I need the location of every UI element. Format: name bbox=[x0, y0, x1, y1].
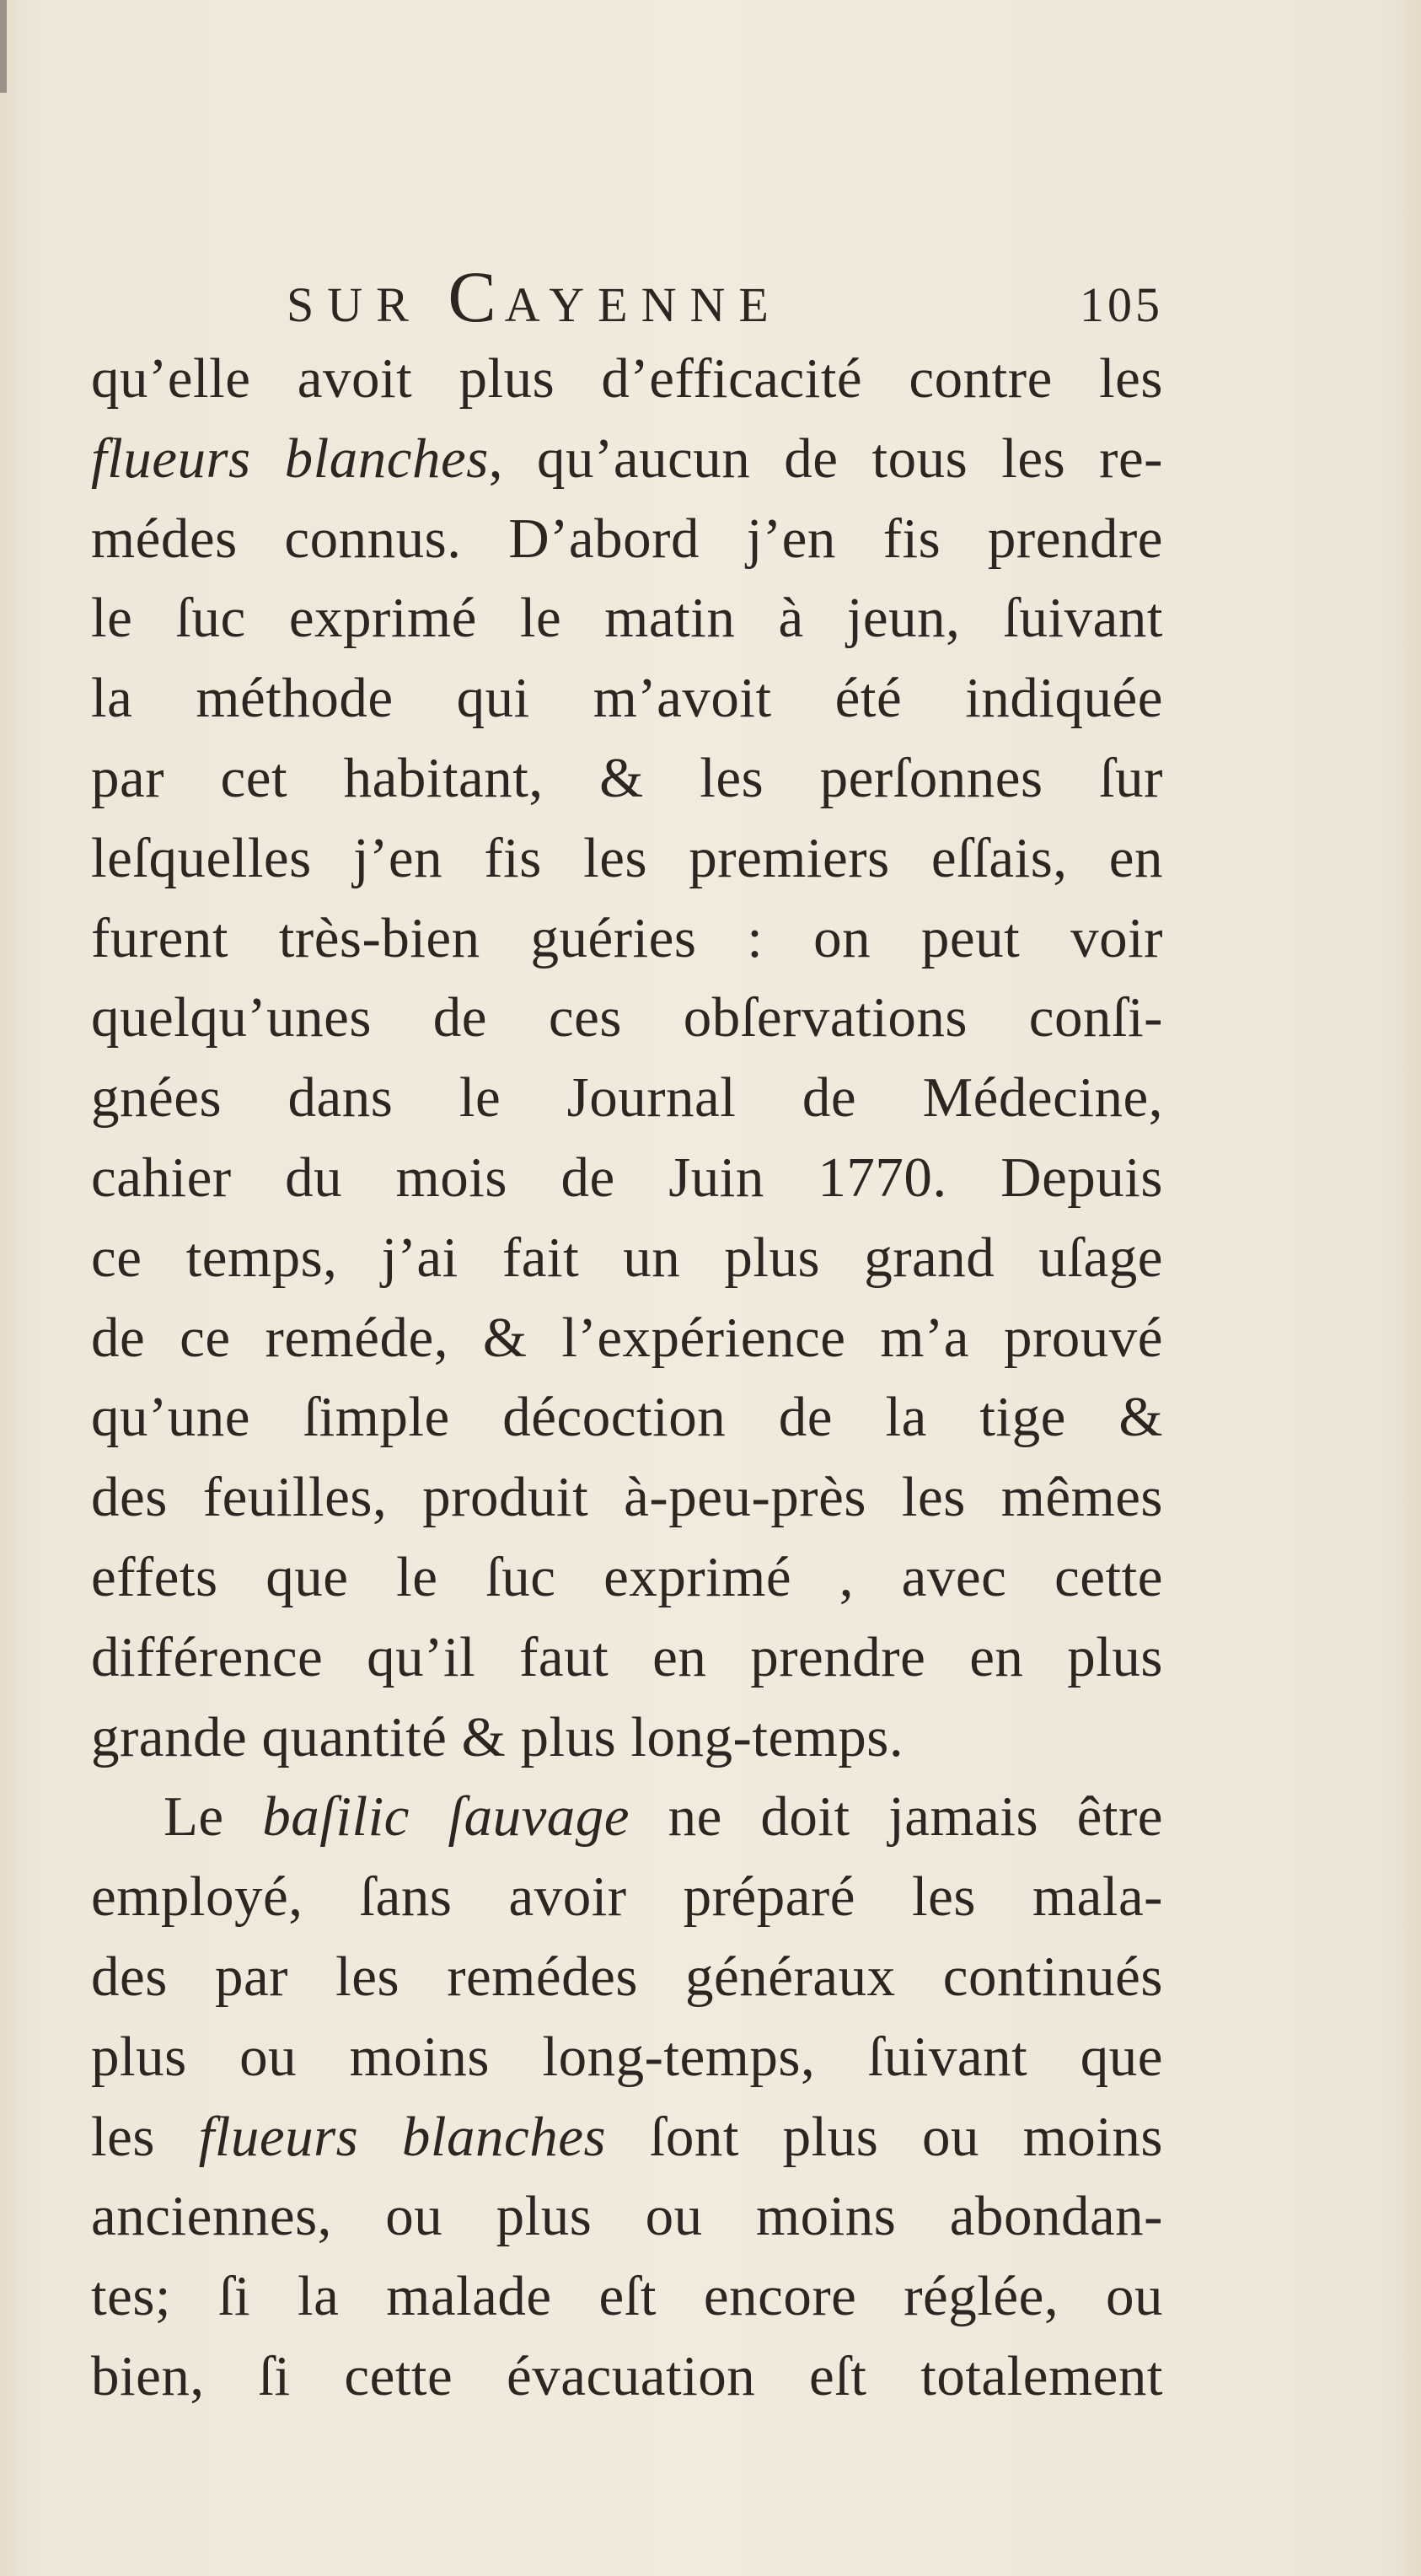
running-head bbox=[287, 255, 1163, 337]
text-line bbox=[91, 658, 1163, 738]
text-run: furent très-bien guéries : on peut voir bbox=[91, 906, 1163, 969]
text-run: Le bbox=[164, 1785, 263, 1849]
text-line bbox=[91, 1377, 1163, 1457]
text-line bbox=[91, 818, 1163, 899]
page-number: 105 bbox=[1080, 277, 1163, 332]
text-line bbox=[91, 1298, 1163, 1378]
text-run: les bbox=[91, 2105, 199, 2168]
text-run: ne doit jamais être bbox=[630, 1785, 1164, 1849]
text-run: , qu’aucun de tous les re- bbox=[488, 427, 1163, 490]
text-run: effets que le ſuc exprimé , avec cette bbox=[91, 1545, 1163, 1608]
text-run: qu’une ſimple décoction de la tige & bbox=[91, 1386, 1163, 1449]
text-run: employé, ſans avoir préparé les mala- bbox=[91, 1865, 1163, 1929]
text-run: différence qu’il faut en prendre en plus bbox=[91, 1625, 1163, 1688]
text-line bbox=[91, 2017, 1163, 2097]
text-run: bien, ſi cette évacuation eſt totalement bbox=[91, 2344, 1163, 2407]
text-line bbox=[91, 1937, 1163, 2017]
text-run: grande quantité & plus long-temps. bbox=[91, 1705, 904, 1768]
text-line bbox=[91, 978, 1163, 1058]
text-line bbox=[91, 499, 1163, 579]
text-line bbox=[91, 1457, 1163, 1538]
text-run: le ſuc exprimé le matin à jeun, ſuivant bbox=[91, 587, 1163, 650]
text-run: médes connus. D’abord j’en fis prendre bbox=[91, 507, 1163, 570]
text-run: des feuilles, produit à-peu-près les mêmes bbox=[91, 1466, 1163, 1529]
text-run: quelqu’unes de ces obſervations conſi- bbox=[91, 986, 1163, 1049]
paragraph-1 bbox=[91, 339, 1163, 1777]
italic-phrase: baſilic ſauvage bbox=[262, 1785, 630, 1849]
text-line bbox=[91, 1857, 1163, 1937]
text-line bbox=[91, 1138, 1163, 1218]
text-line bbox=[91, 578, 1163, 658]
text-line bbox=[91, 2176, 1163, 2257]
text-line bbox=[91, 1058, 1163, 1138]
text-line bbox=[91, 1538, 1163, 1618]
text-line bbox=[91, 339, 1163, 419]
text-line bbox=[91, 2257, 1163, 2337]
text-run: des par les remédes généraux continués bbox=[91, 1945, 1163, 2008]
text-run: ſont plus ou moins bbox=[606, 2105, 1163, 2168]
text-run: qu’elle avoit plus d’efficacité contre les bbox=[91, 347, 1163, 410]
text-line bbox=[91, 738, 1163, 818]
text-line bbox=[91, 419, 1163, 499]
text-run: ce temps, j’ai fait un plus grand uſage bbox=[91, 1226, 1163, 1289]
text-run: anciennes, ou plus ou moins abondan- bbox=[91, 2185, 1163, 2248]
running-head-title: SUR CAYENNE bbox=[287, 256, 782, 337]
text-run: tes; ſi la malade eſt encore réglée, ou bbox=[91, 2265, 1163, 2328]
text-line bbox=[91, 1218, 1163, 1298]
text-run: la méthode qui m’avoit été indiquée bbox=[91, 667, 1163, 730]
text-run: par cet habitant, & les perſonnes ſur bbox=[91, 746, 1163, 809]
body-text bbox=[91, 339, 1163, 2417]
paragraph-2 bbox=[91, 1777, 1163, 2416]
text-run: gnées dans le Journal de Médecine, bbox=[91, 1066, 1163, 1130]
text-line bbox=[91, 1698, 1163, 1778]
italic-phrase: flueurs blanches bbox=[91, 427, 489, 490]
italic-phrase: flueurs blanches bbox=[198, 2105, 607, 2168]
text-run: plus ou moins long-temps, ſuivant que bbox=[91, 2025, 1163, 2088]
text-run: de ce reméde, & l’expérience m’a prouvé bbox=[91, 1306, 1163, 1369]
text-line bbox=[91, 899, 1163, 979]
text-line bbox=[91, 1618, 1163, 1698]
text-line bbox=[91, 1777, 1163, 1857]
text-line bbox=[91, 2337, 1163, 2417]
page-edge-shadow bbox=[0, 0, 7, 93]
text-run: cahier du mois de Juin 1770. Depuis bbox=[91, 1146, 1163, 1209]
text-run: leſquelles j’en fis les premiers eſſais, en bbox=[91, 826, 1163, 889]
text-line bbox=[91, 2097, 1163, 2177]
